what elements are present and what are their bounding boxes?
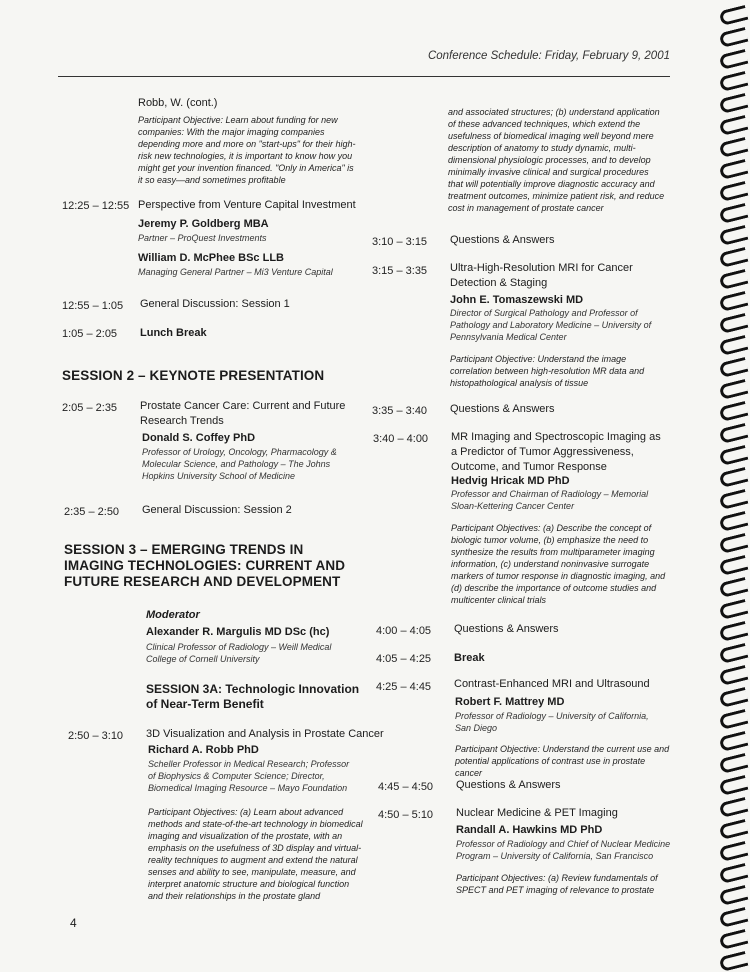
binding-ring [719, 665, 749, 686]
mri-objective: Participant Objective: Understand the image correlation between high-resolution MR data and histopathological analysis of tissue [450, 354, 645, 388]
qa3-time: 4:00 – 4:05 [376, 625, 432, 637]
binding-ring [719, 225, 749, 246]
qa2-time: 3:35 – 3:40 [372, 405, 428, 417]
qa3-title: Questions & Answers [454, 623, 559, 635]
discussion2-time: 2:35 – 2:50 [64, 506, 120, 518]
binding-ring [719, 863, 749, 884]
prostate-speaker: Donald S. Coffey PhD [142, 432, 256, 444]
binding-ring [719, 907, 749, 928]
mri-time: 3:15 – 3:35 [372, 265, 428, 277]
spectro-speaker: Hedvig Hricak MD PhD [451, 475, 570, 487]
binding-ring [719, 841, 749, 862]
binding-ring [719, 247, 749, 268]
pet-time: 4:50 – 5:10 [378, 809, 434, 821]
venture-aff-2: Managing General Partner – Mi3 Venture Capital [138, 267, 333, 277]
binding-ring [719, 731, 749, 752]
mri-aff: Director of Surgical Pathology and Professor of Pathology and Laboratory Medicine – University of Pennsylvania Medical Center [450, 308, 652, 342]
binding-ring [719, 467, 749, 488]
binding-ring [719, 819, 749, 840]
contrast-time: 4:25 – 4:45 [376, 681, 432, 693]
moderator-name: Alexander R. Margulis MD DSc (hc) [146, 626, 330, 638]
prostate-aff: Professor of Urology, Oncology, Pharmacology & Molecular Science, and Pathology – The Johns Hopkins University School of Medicine [142, 447, 337, 481]
header-rule [58, 76, 670, 77]
binding-ring [719, 621, 749, 642]
venture-title: Perspective from Venture Capital Investment [138, 199, 356, 211]
binding-ring [719, 335, 749, 356]
prostate-title: Prostate Cancer Care: Current and Future Research Trends [140, 400, 346, 427]
viz-aff: Scheller Professor in Medical Research; Professor of Biophysics & Computer Science; Director, Biomedical Imaging Resource – Mayo Foundation [148, 759, 350, 793]
viz-title: 3D Visualization and Analysis in Prostate Cancer [146, 728, 384, 740]
binding-ring [719, 291, 749, 312]
session2-heading: SESSION 2 – KEYNOTE PRESENTATION [62, 368, 325, 383]
binding-ring [719, 27, 749, 48]
contrast-speaker: Robert F. Mattrey MD [455, 696, 565, 708]
binding-ring [719, 71, 749, 92]
qa1-title: Questions & Answers [450, 234, 555, 246]
binding-ring [719, 379, 749, 400]
binding-ring [719, 709, 749, 730]
page-header: Conference Schedule: Friday, February 9, 2001 [427, 50, 670, 62]
binding-ring [719, 687, 749, 708]
binding-ring [719, 753, 749, 774]
binding-ring [719, 533, 749, 554]
binding-ring [719, 93, 749, 114]
contrast-aff: Professor of Radiology – University of California, San Diego [455, 711, 649, 733]
viz-objective: Participant Objectives: (a) Learn about advanced methods and state-of-the-art technology in biomedical imaging and visualization of the prostate, with an emphasis on the usefulness of 3D display and virtual-reality techniques to augment and extend the natural senses and ability to see, manipulate, measure, and interpret anatomic structure and biological function and their relationships in the prostate gland [148, 807, 363, 901]
qa4-time: 4:45 – 4:50 [378, 781, 434, 793]
contrast-objective: Participant Objective: Understand the current use and potential applications of contrast use in prostate cancer [455, 744, 670, 778]
viz-time: 2:50 – 3:10 [68, 730, 124, 742]
break-title: Break [454, 652, 485, 664]
binding-ring [719, 401, 749, 422]
venture-time: 12:25 – 12:55 [62, 200, 130, 212]
binding-ring [719, 115, 749, 136]
qa2-title: Questions & Answers [450, 403, 555, 415]
venture-speaker-2: William D. McPhee BSc LLB [138, 252, 284, 264]
pet-objective: Participant Objectives: (a) Review fundamentals of SPECT and PET imaging of relevance to prostate [456, 873, 658, 895]
qa1-time: 3:10 – 3:15 [372, 236, 428, 248]
binding-ring [719, 577, 749, 598]
contrast-title: Contrast-Enhanced MRI and Ultrasound [454, 678, 650, 690]
binding-ring [719, 775, 749, 796]
lunch-time: 1:05 – 2:05 [62, 328, 118, 340]
binding-ring [719, 203, 749, 224]
discussion1-title: General Discussion: Session 1 [140, 298, 290, 310]
binding-ring [719, 885, 749, 906]
binding-ring [719, 181, 749, 202]
binding-ring [719, 49, 749, 70]
binding-ring [719, 445, 749, 466]
mri-title: Ultra-High-Resolution MRI for Cancer Detection & Staging [450, 262, 633, 289]
binding-ring [719, 951, 749, 972]
spectro-title: MR Imaging and Spectroscopic Imaging as a Predictor of Tumor Aggressiveness, Outcome, and Tumor Response [451, 431, 661, 473]
binding-ring [719, 269, 749, 290]
moderator-label: Moderator [146, 609, 200, 621]
spectro-aff: Professor and Chairman of Radiology – Memorial Sloan-Kettering Cancer Center [451, 489, 649, 511]
mri-speaker: John E. Tomaszewski MD [450, 294, 584, 306]
prostate-time: 2:05 – 2:35 [62, 402, 118, 414]
binding-ring [719, 511, 749, 532]
venture-aff-1: Partner – ProQuest Investments [138, 233, 267, 243]
binding-ring [719, 137, 749, 158]
session3a-heading: SESSION 3A: Technologic Innovation of Near-Term Benefit [146, 682, 360, 711]
binding-ring [719, 159, 749, 180]
pet-speaker: Randall A. Hawkins MD PhD [456, 824, 603, 836]
break-time: 4:05 – 4:25 [376, 653, 432, 665]
robb-objective: Participant Objective: Learn about funding for new companies: With the major imaging companies depending more and more on "start-ups" for their high-risk new technologies, it is important to know how you might get your invention financed. "Only in America" is it so easy—and sometimes profitable [138, 115, 356, 185]
binding-ring [719, 423, 749, 444]
pet-title: Nuclear Medicine & PET Imaging [456, 807, 618, 819]
binding-ring [719, 643, 749, 664]
binding-ring [719, 313, 749, 334]
binding-ring [719, 489, 749, 510]
binding-ring [719, 797, 749, 818]
viz-speaker: Richard A. Robb PhD [148, 744, 259, 756]
binding-ring [719, 5, 749, 26]
page-number: 4 [70, 916, 77, 930]
session3-heading: SESSION 3 – EMERGING TRENDS IN IMAGING TECHNOLOGIES: CURRENT AND FUTURE RESEARCH AND DEVELOPMENT [64, 542, 346, 589]
venture-speaker-1: Jeremy P. Goldberg MBA [138, 218, 269, 230]
discussion2-title: General Discussion: Session 2 [142, 504, 292, 516]
discussion1-time: 12:55 – 1:05 [62, 300, 124, 312]
pet-aff: Professor of Radiology and Chief of Nuclear Medicine Program – University of California, San Francisco [456, 839, 671, 861]
binding-ring [719, 599, 749, 620]
binding-ring [719, 357, 749, 378]
binding-ring [719, 929, 749, 950]
spiral-binding [710, 0, 750, 971]
robb-cont-name: Robb, W. (cont.) [138, 97, 218, 109]
binding-ring [719, 555, 749, 576]
lunch-title: Lunch Break [140, 327, 207, 339]
spectro-time: 3:40 – 4:00 [373, 433, 429, 445]
moderator-aff: Clinical Professor of Radiology – Weill Medical College of Cornell University [146, 642, 332, 664]
spectro-objective: Participant Objectives: (a) Describe the concept of biologic tumor volume, (b) emphasize the need to synthesize the results from multiparameter imaging information, (c) understand noninvasive surrogate markers of tumor response in diagnostic imaging, and (d) describe the importance of outcome studies and multicenter clinical trials [451, 523, 666, 605]
qa4-title: Questions & Answers [456, 779, 561, 791]
cont-objective: and associated structures; (b) understand application of these advanced techniques, which extend the usefulness of biomedical imaging well beyond mere description of anatomy to study dynamic, multi-dimensional physiologic processes, and to develop minimally invasive clinical and surgical procedures that will potentially improve diagnostic accuracy and treatment outcomes, minimize patient risk, and reduce cost in management of prostate cancer [448, 107, 665, 213]
